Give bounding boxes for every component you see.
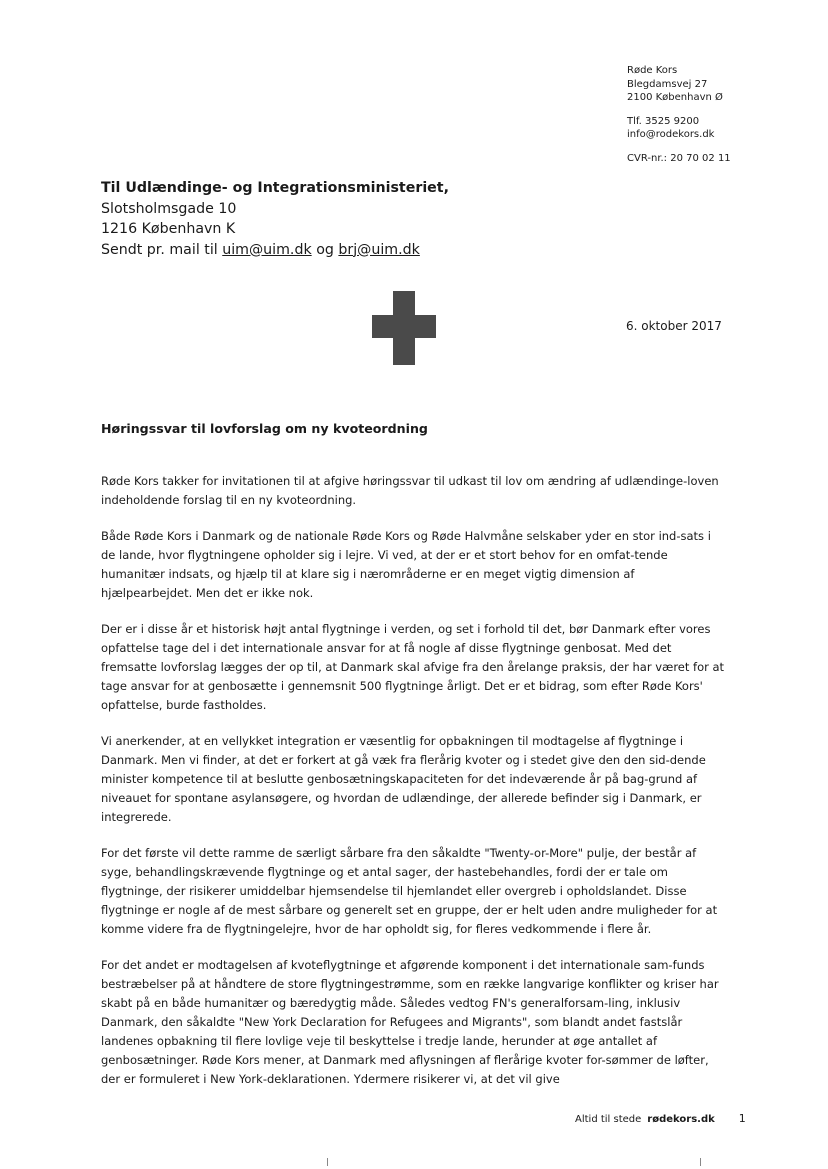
body-paragraph: Vi anerkender, at en vellykket integration er væsentlig for opbakningen til modtagelse af flygtninge i Danmark. Men vi finder, at det er forkert at gå væk fra flerårig kvoter og i stedet give den den sid-dende minister kompetence til at beslutte genbosætningskapaciteten for det indeværende år på bag-grund af niveauet for spontane asylansøgere, og hvordan de udlændinge, der allerede befinder sig i Danmark, er integrerede. bbox=[101, 734, 706, 824]
sender-street: Blegdamsvej 27 bbox=[627, 78, 708, 90]
sender-phone: Tlf. 3525 9200 bbox=[627, 115, 700, 127]
email-link-brj[interactable]: brj@uim.dk bbox=[338, 241, 420, 258]
recipient-street: Slotsholmsgade 10 bbox=[101, 200, 237, 217]
page-footer bbox=[575, 1112, 746, 1125]
recipient-sent-line bbox=[101, 240, 449, 261]
sender-cvr: CVR-nr.: 20 70 02 11 bbox=[627, 152, 731, 164]
body-paragraph: Røde Kors takker for invitationen til at afgive høringssvar til udkast til lov om ændring af udlændinge-loven indeholdende forslag til en ny kvoteordning. bbox=[101, 474, 719, 507]
letter-date: 6. oktober 2017 bbox=[626, 319, 722, 333]
body-paragraph: Der er i disse år et historisk højt antal flygtninge i verden, og set i forhold til det, bør Danmark efter vores opfattelse tage del i det internationale ansvar for at få nogle af disse flygtninge genbosat. Med det fremsatte lovforslag lægges der op til, at Danmark skal afvige fra den årelange praksis, der har været for at tage ansvar for at genbosætte i gennemsnit 500 flygtninge årligt. Det er et bidrag, som efter Røde Kors' opfattelse, burde fastholdes. bbox=[101, 622, 725, 712]
recipient-name: Til Udlændinge- og Integrationsministeriet, bbox=[101, 180, 449, 196]
red-cross-icon bbox=[372, 291, 436, 365]
footer-brand: rødekors.dk bbox=[647, 1114, 715, 1125]
email-link-uim[interactable]: uim@uim.dk bbox=[222, 241, 312, 258]
body-paragraph: For det første vil dette ramme de særligt sårbare fra den såkaldte "Twenty-or-More" pulje, der består af syge, behandlingskrævende flygtninge og et antal sager, der hastebehandles, fordi der er tale om flygtninge, der risikerer umiddelbar hjemsendelse til hjemlandet eller overgreb i opholdslandet. Disse flygtninge er nogle af de mest sårbare og generelt set en gruppe, der er helt uden andre muligheder for at komme videre fra de flygtningelejre, hvor de har opholdt sig, for fleres vedkommende i flere år. bbox=[101, 846, 718, 936]
body-paragraph: For det andet er modtagelsen af kvoteflygtninge et afgørende komponent i det internationale sam-funds bestræbelser på at håndtere de store flygtningestrømme, som en række langvarige konflikter og kriser har skabt på en både humanitær og bæredygtig måde. Således vedtog FN's generalforsam-ling, inklusiv Danmark, den såkaldte "New York Declaration for Refugees and Migrants", som blandt andet fastslår landenes opbakning til flere lovlige veje til beskyttelse i tredje lande, herunder at øge antallet af genbosætninger. Røde Kors mener, at Danmark med aflysningen af flerårige kvoter for-sømmer de løfter, der er formuleret i New York-deklarationen. Ydermere risikerer vi, at det vil give bbox=[101, 958, 719, 1086]
page-number: 1 bbox=[738, 1112, 746, 1125]
sender-email: info@rodekors.dk bbox=[627, 129, 715, 140]
footer-tagline: Altid til stede bbox=[575, 1114, 642, 1125]
scan-mark bbox=[327, 1158, 328, 1166]
sent-and: og bbox=[316, 241, 334, 258]
sent-prefix: Sendt pr. mail til bbox=[101, 241, 218, 258]
sender-address bbox=[627, 64, 731, 165]
sender-city: 2100 København Ø bbox=[627, 92, 723, 103]
letter-subject: Høringssvar til lovforslag om ny kvoteordning bbox=[101, 421, 428, 436]
recipient-city: 1216 København K bbox=[101, 221, 236, 237]
body-paragraph: Både Røde Kors i Danmark og de nationale Røde Kors og Røde Halvmåne selskaber yder en stor ind-sats i de lande, hvor flygtningene opholder sig i lejre. Vi ved, at der er et stort behov for en omfat-tende humanitær indsats, og hjælp til at klare sig i nærområderne er en meget vigtig dimension af hjælpearbejdet. Men det er ikke nok. bbox=[101, 529, 711, 600]
scan-mark bbox=[700, 1158, 701, 1166]
sender-org: Røde Kors bbox=[627, 65, 678, 76]
recipient-address bbox=[101, 178, 449, 260]
letter-body bbox=[101, 472, 725, 1106]
